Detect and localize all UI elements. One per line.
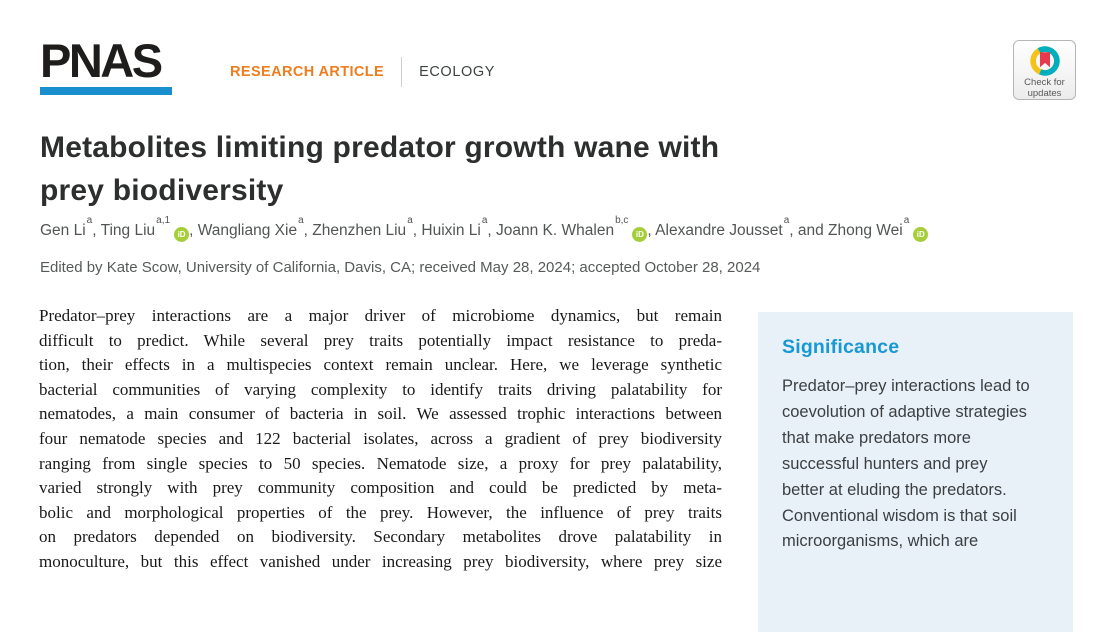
author-name[interactable]: Wangliang Xie [197, 222, 298, 240]
abstract-line: bacterial communities of varying complexity to identify traits driving palatability for [39, 379, 722, 399]
author-affiliation-sup: a [298, 215, 304, 226]
abstract-line: four nematode species and 122 bacterial isolates, across a gradient of prey biodiversity [39, 428, 722, 448]
author-separator: , [412, 222, 422, 240]
author-separator: , [303, 222, 313, 240]
author [655, 215, 829, 240]
author-name[interactable]: Joann K. Whalen [496, 222, 615, 240]
orcid-icon[interactable]: iD [174, 227, 189, 242]
author [100, 215, 198, 240]
pnas-logo-text[interactable]: PNAS [40, 34, 161, 87]
check-for-updates-badge[interactable] [1013, 40, 1076, 100]
abstract-line: bolic and morphological properties of the prey. However, the influence of prey traits [39, 502, 722, 522]
significance-text [782, 374, 1049, 555]
page-title [40, 126, 719, 212]
abstract-line: tion, their effects in a multispecies context remain unclear. Here, we leverage synthetic [39, 355, 722, 375]
crossmark-icon [1030, 46, 1060, 76]
significance-line: that make predators more [782, 428, 971, 447]
significance-panel [758, 312, 1073, 632]
abstract-line: varied strongly with prey community composition and could be predicted by meta- [39, 478, 722, 498]
significance-line: better at eluding the predators. [782, 480, 1007, 499]
author-affiliation-sup: a [903, 215, 910, 226]
significance-line: microorganisms, which are [782, 532, 979, 551]
author [312, 215, 422, 240]
abstract-line: monoculture, but this effect vanished under increasing prey biodiversity, where prey size [39, 551, 722, 571]
author [421, 215, 497, 240]
author [496, 215, 656, 240]
significance-line: Conventional wisdom is that soil [782, 506, 1017, 525]
significance-line: coevolution of adaptive strategies [782, 402, 1027, 421]
article-kicker-row [230, 57, 495, 87]
pnas-logo-underline [40, 87, 172, 95]
abstract-line: ranging from single species to 50 species. Nematode size, a proxy for prey palatability, [39, 453, 722, 473]
author-name[interactable]: Zhenzhen Liu [312, 222, 407, 240]
orcid-icon[interactable]: iD [913, 227, 928, 242]
author-affiliation-sup: a,1 [156, 215, 171, 226]
title-line-2: prey biodiversity [40, 174, 284, 207]
author-separator: , and [789, 222, 829, 240]
author [197, 215, 313, 240]
pnas-logo[interactable] [40, 36, 172, 95]
kicker-divider [401, 57, 402, 87]
author [40, 215, 101, 240]
author-affiliation-sup: a [86, 215, 93, 226]
orcid-icon[interactable]: iD [632, 227, 647, 242]
edited-by-line: Edited by Kate Scow, University of California, Davis, CA; received May 28, 2024; accepted October 28, 2024 [40, 259, 761, 276]
section-label-ecology[interactable]: ECOLOGY [419, 64, 496, 80]
author-separator: , [487, 222, 497, 240]
author-affiliation-sup: a [407, 215, 413, 226]
author-name[interactable]: Zhong Wei [828, 222, 903, 240]
author-name[interactable]: Gen Li [40, 222, 86, 240]
author-separator: , [647, 222, 656, 240]
abstract-line: on predators depended on biodiversity. Secondary metabolites drove palatability in [39, 527, 722, 547]
authors-line [40, 216, 928, 242]
author-name[interactable]: Alexandre Jousset [655, 222, 783, 240]
significance-line: successful hunters and prey [782, 454, 988, 473]
significance-heading: Significance [782, 336, 900, 358]
significance-line: Predator–prey interactions lead to [782, 377, 1030, 395]
author-name[interactable]: Ting Liu [100, 222, 156, 240]
author [828, 215, 928, 240]
author-affiliation-sup: a [481, 215, 488, 226]
check-updates-label: Check for updates [1024, 77, 1065, 99]
author-affiliation-sup: a [783, 215, 790, 226]
abstract-line: nematodes, a main consumer of bacteria in soil. We assessed trophic interactions between [39, 404, 722, 424]
title-line-1: Metabolites limiting predator growth wane with [40, 131, 720, 164]
author-separator: , [92, 222, 101, 240]
research-article-kicker[interactable]: RESEARCH ARTICLE [230, 64, 385, 80]
abstract-line: Predator–prey interactions are a major driver of microbiome dynamics, but remain [39, 306, 722, 325]
author-affiliation-sup: b,c [615, 215, 629, 226]
author-separator: , [189, 222, 198, 240]
abstract-line: difficult to predict. While several prey traits potentially impact resistance to preda- [39, 330, 722, 350]
author-name[interactable]: Huixin Li [421, 222, 481, 240]
abstract-paragraph [39, 304, 722, 575]
